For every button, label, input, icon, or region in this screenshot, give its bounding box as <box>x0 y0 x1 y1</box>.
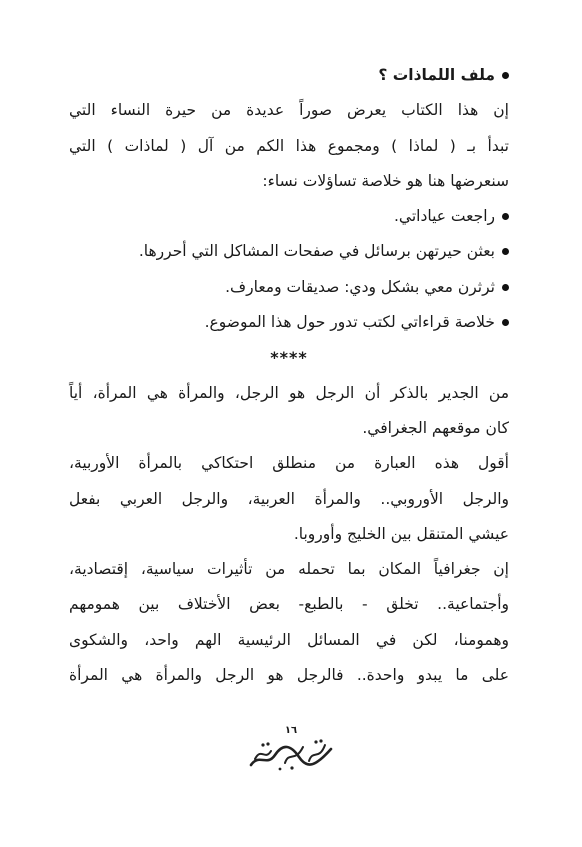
heading-bullet-icon <box>502 72 509 79</box>
bullet-icon <box>502 319 509 326</box>
bullet-item-text: بعثن حيرتهن برسائل في صفحات المشاكل التي أحررها. <box>138 242 495 261</box>
bullet-item-text: راجعت عياداتي. <box>393 207 495 226</box>
bullet-icon <box>502 248 509 255</box>
paragraph-line: عيشي المتنقل بين الخليج وأوروبا. <box>293 524 509 543</box>
bullet-item-text: خلاصة قراءاتي لكتب تدور حول هذا الموضوع. <box>204 313 495 332</box>
paragraph-line: وهمومنا، لكن في المسائل الرئيسية الهم واحد، والشكوى <box>69 630 509 649</box>
paragraph-line: أقول هذه العبارة من منطلق احتكاكي بالمرأة الأوربية، <box>69 454 509 473</box>
page-body <box>69 58 509 693</box>
paragraph-line: على ما يبدو واحدة.. فالرجل هو الرجل والمرأة هي المرأة <box>69 666 509 685</box>
page-number: ١٦ <box>284 725 298 736</box>
section-separator: **** <box>270 348 308 368</box>
paragraph-line: من الجدير بالذكر أن الرجل هو الرجل، والمرأة هي المرأة، أياً <box>69 383 509 402</box>
paragraph-line: سنعرضها هنا هو خلاصة تساؤلات نساء: <box>262 171 509 190</box>
bullet-item <box>69 270 509 305</box>
section-heading-text: ملف اللماذات ؟ <box>378 66 495 84</box>
bullet-item <box>69 234 509 269</box>
book-title-logo-icon <box>245 737 337 773</box>
section-heading <box>69 58 509 93</box>
paragraph-line: تبدأ بـ ( لماذا ) ومجموع هذا الكم من آل ( لماذات ) التي <box>69 136 509 155</box>
paragraph-line: إن هذا الكتاب يعرض صوراً عديدة من حيرة النساء التي <box>69 101 509 120</box>
paragraph-line: كان موقعهم الجغرافي. <box>362 418 509 437</box>
bullet-icon <box>502 213 509 220</box>
bullet-item <box>69 305 509 340</box>
bullet-icon <box>502 284 509 291</box>
paragraph-line: إن جغرافياً المكان بما تحمله من تأثيرات سياسية، إقتصادية، <box>69 560 509 579</box>
bullet-item-text: ثرثرن معي بشكل ودي: صديقات ومعارف. <box>225 277 495 296</box>
paragraph-line: وأجتماعية.. تخلق - بالطبع- بعض الأختلاف بين همومهم <box>69 595 509 614</box>
paragraph-line: والرجل الأوروبي.. والمرأة العربية، والرجل العربي بفعل <box>69 489 509 508</box>
page-footer <box>0 725 582 777</box>
bullet-item <box>69 199 509 234</box>
